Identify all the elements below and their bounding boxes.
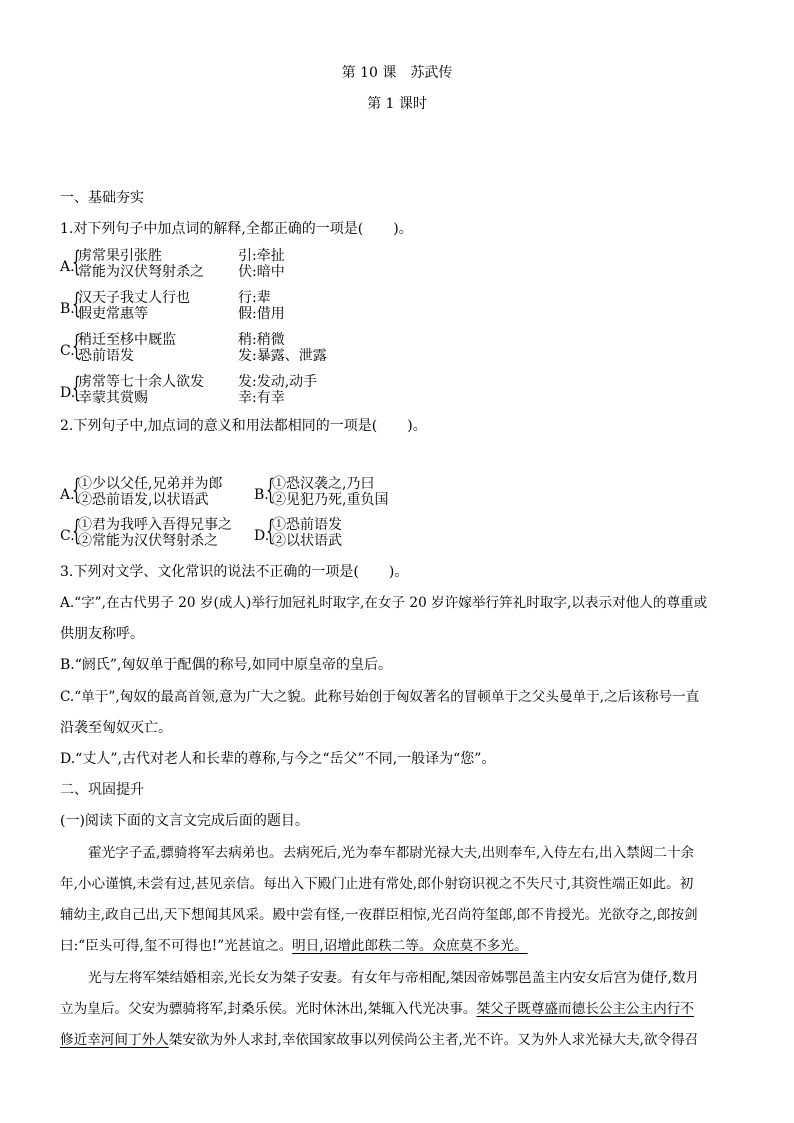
q3-option-c-line2: 沿袭至匈奴灭亡。 (60, 720, 172, 736)
q3-stem: 3.下列对文学、文化常识的说法不正确的一项是( )。 (60, 564, 409, 580)
q3-option-c-line1[interactable]: C.“单于”,匈奴的最高首领,意为广大之貌。此称号始创于匈奴著名的冒顿单于之父头曼单于,之后该称号一直 (60, 689, 700, 705)
passage-line: 立为皇后。父安为骠骑将军,封桑乐侯。光时休沐出,桀辄入代光决事。桀父子既尊盛而德长公主公主内行不 (60, 1001, 694, 1017)
passage-line: 辅幼主,政自己出,天下想闻其风采。殿中尝有怪,一夜群臣相惊,光召尚符玺郎,郎不肯授光。光欲夺之,郎按剑 (60, 907, 698, 923)
q3-option-d[interactable]: D.“丈人”,古代对老人和长辈的尊称,与今之“岳父”不同,一般译为“您”。 (60, 751, 496, 767)
page-title: 第 10 课 苏武传 (341, 65, 453, 81)
q3-option-b[interactable]: B.“阏氏”,匈奴单于配偶的称号,如同中原皇帝的皇后。 (60, 657, 392, 673)
passage-line: 光与左将军桀结婚相亲,光长女为桀子安妻。有女年与帝相配,桀因帝姊鄂邑盖主内安女后宫为倢伃,数月 (88, 970, 700, 986)
passage-line: 霍光字子孟,骠骑将军去病弟也。去病死后,光为奉车都尉光禄大夫,出则奉车,入侍左右,出入禁闼二十余 (88, 845, 695, 861)
passage-line: 年,小心谨慎,未尝有过,甚见亲信。每出入下殿门止进有常处,郎仆射窃识视之不失尺寸,其资性端正如此。初 (60, 876, 694, 892)
section1-heading: 一、基础夯实 (60, 190, 144, 206)
page-subtitle: 第 1 课时 (367, 96, 427, 112)
passage-line: 曰:“臣头可得,玺不可得也!”光甚谊之。明日,诏增此郎秩二等。众庶莫不多光。 (60, 938, 528, 954)
q1-stem: 1.对下列句子中加点词的解释,全都正确的一项是( )。 (60, 221, 413, 237)
underlined-sentence: 桀父子既尊盛而德长公主公主内行不 (476, 1001, 694, 1017)
reading-intro: (一)阅读下面的文言文完成后面的题目。 (60, 813, 309, 829)
passage-line: 修近幸河间丁外人桀安欲为外人求封,幸依国家故事以列侯尚公主者,光不许。又为外人求光禄大夫,欲令得召 (60, 1032, 699, 1048)
section2-heading: 二、巩固提升 (60, 782, 144, 798)
q2-stem: 2.下列句子中,加点词的意义和用法都相同的一项是( )。 (60, 418, 427, 434)
underlined-sentence: 修近幸河间丁外人 (60, 1032, 169, 1048)
q3-option-a-line1[interactable]: A.“字”,在古代男子 20 岁(成人)举行加冠礼时取字,在女子 20 岁许嫁举行笄礼时取字,以表示对他人的尊重或 (60, 595, 708, 611)
underlined-sentence: 明日,诏增此郎秩二等。众庶莫不多光。 (292, 938, 528, 954)
q3-option-a-line2: 供朋友称呼。 (60, 626, 144, 642)
